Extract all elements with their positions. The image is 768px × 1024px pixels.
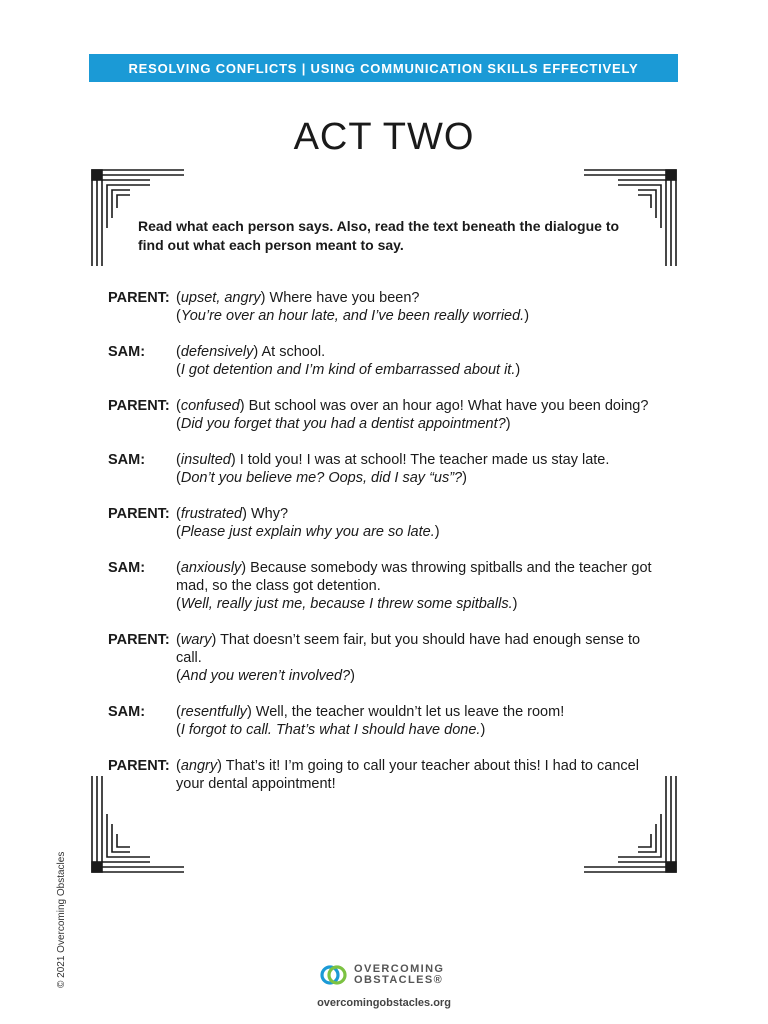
said: I told you! I was at school! The teacher made us stay late.: [235, 452, 610, 468]
speaker-label: PARENT:: [108, 290, 170, 306]
tone: defensively: [180, 344, 254, 360]
logo: [320, 962, 444, 988]
logo-text: [354, 964, 444, 986]
meant: Did you forget that you had a dentist appointment?: [180, 416, 506, 432]
meant: I got detention and I’m kind of embarrassed about it.: [180, 362, 516, 378]
spoken-line: (upset, angry) Where have you been?: [176, 290, 420, 306]
tone: anxiously: [180, 560, 242, 576]
meant: Don’t you believe me? Oops, did I say “us”?: [180, 470, 463, 486]
header-text: RESOLVING CONFLICTS | USING COMMUNICATION SKILLS EFFECTIVELY: [128, 60, 639, 76]
spoken-line: (resentfully) Well, the teacher wouldn’t let us leave the room!: [176, 704, 565, 720]
meaning-line: (Well, really just me, because I threw some spitballs.): [176, 596, 518, 612]
tone: upset, angry: [180, 290, 261, 306]
tone: resentfully: [180, 704, 247, 720]
said: Well, the teacher wouldn’t let us leave the room!: [251, 704, 565, 720]
speaker-label: SAM:: [108, 452, 146, 468]
meaning-line: (And you weren’t involved?): [176, 668, 355, 684]
logo-line-2: OBSTACLES®: [354, 974, 444, 986]
speaker-label: PARENT:: [108, 632, 170, 648]
tone: wary: [180, 632, 212, 648]
meaning-line: (Please just explain why you are so late.): [176, 524, 440, 540]
tone: confused: [180, 398, 240, 414]
dialogue-line: [108, 505, 668, 541]
meaning-line: (I got detention and I’m kind of embarrassed about it.): [176, 362, 521, 378]
spoken-line: (defensively) At school.: [176, 344, 326, 360]
tone: frustrated: [180, 506, 243, 522]
dialogue-line: [108, 703, 668, 739]
said: That doesn’t seem fair, but you should have had enough sense to call.: [176, 632, 641, 666]
meant: Please just explain why you are so late.: [180, 524, 435, 540]
speaker-label: SAM:: [108, 344, 146, 360]
dialogue: [108, 289, 668, 793]
meant: You’re over an hour late, and I’ve been really worried.: [180, 308, 525, 324]
spoken-line: (angry) That’s it! I’m going to call your teacher about this! I had to cancel your dental appointment!: [176, 758, 639, 792]
meaning-line: (You’re over an hour late, and I’ve been really worried.): [176, 308, 530, 324]
meant: Well, really just me, because I threw some spitballs.: [180, 596, 513, 612]
spoken-line: (frustrated) Why?: [176, 506, 289, 522]
dialogue-line: [108, 451, 668, 487]
said: Where have you been?: [265, 290, 420, 306]
meaning-line: (I forgot to call. That’s what I should have done.): [176, 722, 486, 738]
said: Because somebody was throwing spitballs and the teacher got mad, so the class got detention.: [176, 560, 652, 594]
logo-rings-icon: [320, 962, 348, 988]
speaker-label: PARENT:: [108, 758, 170, 774]
meaning-line: (Don’t you believe me? Oops, did I say “us”?): [176, 470, 467, 486]
said: Why?: [246, 506, 289, 522]
dialogue-line: [108, 343, 668, 379]
spoken-line: (wary) That doesn’t seem fair, but you should have had enough sense to call.: [176, 632, 641, 666]
speaker-label: PARENT:: [108, 506, 170, 522]
meant: And you weren’t involved?: [180, 668, 351, 684]
spoken-line: (anxiously) Because somebody was throwing spitballs and the teacher got mad, so the class got detention.: [176, 560, 652, 594]
website-url: overcomingobstacles.org: [317, 997, 451, 1009]
dialogue-line: [108, 559, 668, 613]
spoken-line: (confused) But school was over an hour ago! What have you been doing?: [176, 398, 649, 414]
speaker-label: SAM:: [108, 560, 146, 576]
meant: I forgot to call. That’s what I should have done.: [180, 722, 481, 738]
copyright: © 2021 Overcoming Obstacles: [56, 851, 67, 988]
page-title: ACT TWO: [293, 116, 475, 158]
logo-line-1: OVERCOMING: [354, 963, 445, 975]
tone: angry: [180, 758, 218, 774]
dialogue-line: [108, 631, 668, 685]
said: That’s it! I’m going to call your teacher about this! I had to cancel your dental appointment!: [176, 758, 639, 792]
said: But school was over an hour ago! What have you been doing?: [244, 398, 649, 414]
speaker-label: PARENT:: [108, 398, 170, 414]
speaker-label: SAM:: [108, 704, 146, 720]
dialogue-line: [108, 757, 668, 793]
dialogue-line: [108, 289, 668, 325]
instructions: Read what each person says. Also, read the text beneath the dialogue to find out what each person meant to say.: [138, 218, 620, 253]
said: At school.: [258, 344, 326, 360]
header-bar: [89, 54, 678, 82]
dialogue-line: [108, 397, 668, 433]
tone: insulted: [180, 452, 231, 468]
spoken-line: (insulted) I told you! I was at school! The teacher made us stay late.: [176, 452, 610, 468]
meaning-line: (Did you forget that you had a dentist appointment?): [176, 416, 511, 432]
